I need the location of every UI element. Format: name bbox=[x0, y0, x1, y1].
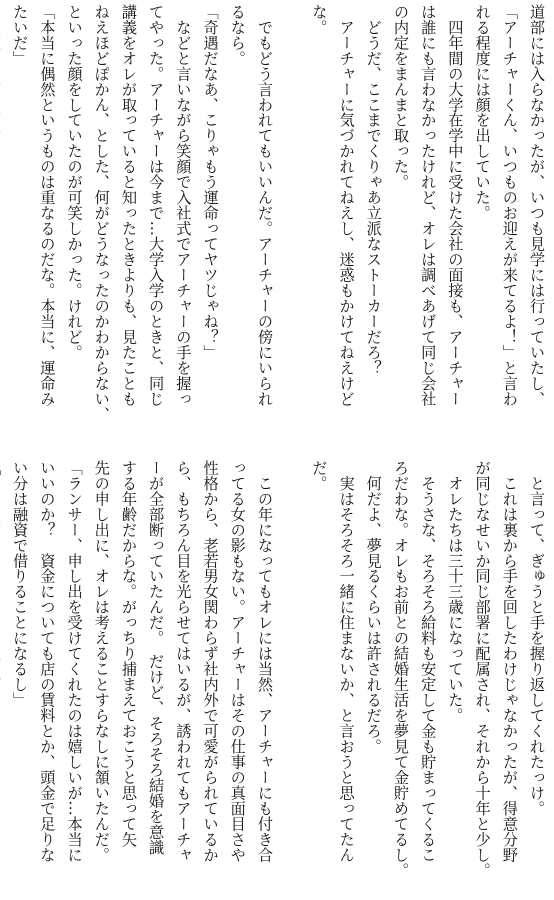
text-column: るなら。 bbox=[228, 4, 247, 66]
text-column: この年になってもオレには当然、アーチャーにも付き合 bbox=[255, 460, 274, 863]
text-column: 先の申し出に、オレは考えることすらなしに頷いたんだ。 bbox=[92, 460, 111, 863]
text-column: などと言いながら笑顔で入社式でアーチャーの手を握っ bbox=[174, 4, 193, 407]
text-column bbox=[0, 4, 6, 436]
text-column: ねえほどぽかん、とした、何がどうなったのかわからない、 bbox=[92, 4, 111, 422]
text-column: たいだ」 bbox=[11, 4, 30, 66]
text-column: ろだわな。オレもお前との結婚生活を夢見て金貯めてるし。 bbox=[391, 460, 410, 878]
text-column: の内定をまんまと取った。 bbox=[391, 4, 410, 190]
text-column: だ。 bbox=[310, 460, 329, 491]
text-column: 実はそろそろ一緒に住まないか、と言おうと思ってたん bbox=[337, 460, 356, 863]
text-column: と言って、ぎゅうと手を握り返してくれたっけ。 bbox=[528, 460, 546, 817]
text-column: いいのか？ 資金についても店の賃料とか、頭金で足りな bbox=[38, 460, 57, 863]
text-column: といった顔をしていたのが可笑しかった。けれど。 bbox=[65, 4, 84, 361]
text-block-lower bbox=[2, 460, 550, 896]
text-column: ーが全部断っていたんだ。 だけど、そろそろ結婚を意識 bbox=[147, 460, 166, 855]
text-column: い分は融資で借りることになるし」 bbox=[11, 460, 30, 708]
text-column: れる程度には顔を出していた。 bbox=[473, 4, 492, 221]
text-column: 「ランサー、申し出を受けてくれたのは嬉しいが…本当に bbox=[65, 460, 84, 863]
text-column: が同じなせいか同じ部署に配属され、それから十年と少し。 bbox=[473, 460, 492, 878]
text-column: 道部には入らなかったが、いつも見学には行っていたし、 bbox=[528, 4, 546, 407]
text-column bbox=[0, 460, 6, 896]
text-column: てやった。アーチャーは今まで…大学入学のときと、同じ bbox=[147, 4, 166, 407]
text-column: でもどう言われてもいいんだ。アーチャーの傍にいられ bbox=[255, 4, 274, 407]
text-column bbox=[278, 4, 305, 436]
text-column: な。 bbox=[310, 4, 329, 35]
text-column: 「本当に偶然というものは重なるのだな。本当に、運命み bbox=[38, 4, 57, 407]
text-column: 「アーチャーくん、いつものお迎えが来てるよ！」と言わ bbox=[500, 4, 519, 407]
text-column: 「奇遇だなあ、こりゃもう運命ってヤツじゃね？」 bbox=[201, 4, 220, 361]
text-column: どうだ、ここまでくりゃあ立派なストーカーだろ？ bbox=[364, 4, 383, 376]
text-column: これは裏から手を回したわけじゃなかったが、得意分野 bbox=[500, 460, 519, 863]
text-column: ってる女の影もない。アーチャーはその仕事の真面目さや bbox=[228, 460, 247, 863]
text-column bbox=[278, 460, 305, 896]
text-column: 講義をオレが取っていると知ったときよりも、見たことも bbox=[119, 4, 138, 407]
text-column: 四年間の大学在学中に受けた会社の面接も、アーチャー bbox=[446, 4, 465, 407]
text-column: する年齢だからな。がっちり捕まえておこうと思って矢 bbox=[119, 460, 138, 847]
text-column: は誰にも言わなかったけれど、オレは調べあげて同じ会社 bbox=[419, 4, 438, 407]
text-column: アーチャーに気づかれてねえし、迷惑もかけてねえけど bbox=[337, 4, 356, 407]
text-block-upper bbox=[2, 4, 550, 436]
text-column: そうさな、そろそろ給料も安定して金も貯まってくるこ bbox=[419, 460, 438, 863]
text-column: 性格から、老若男女関わらず社内外で可愛がられているか bbox=[201, 460, 220, 863]
text-column: ら、もちろん目を光らせてはいるが、誘われてもアーチャ bbox=[174, 460, 193, 863]
text-column: 何だよ、夢見るくらいは許されるだろ。 bbox=[364, 460, 383, 755]
text-column: オレたちは三十三歳になっていた。 bbox=[446, 460, 465, 724]
